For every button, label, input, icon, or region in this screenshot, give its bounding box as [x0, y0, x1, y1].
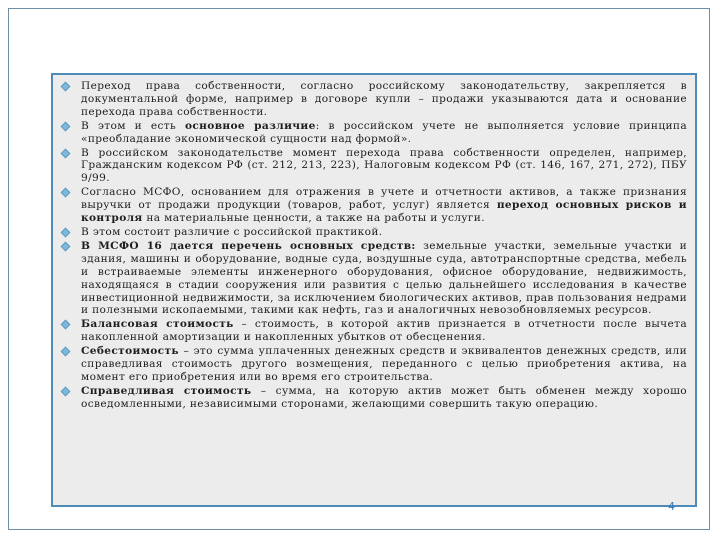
list-item: [59, 120, 687, 146]
diamond-bullet-icon: [61, 148, 71, 158]
bullet-text: Согласно МСФО, основанием для отражения в учете и отчетности активов, а также признания выручки от продажи продукции (товаров, работ, услуг) является: [81, 186, 687, 212]
list-item: [59, 318, 687, 344]
bullet-text: земельные участки, земельные участки и здания, машины и оборудование, водные суда, воздушные суда, автотранспортные средства, мебель и встраиваемые элементы инженерного оборудования, офисное оборудование, недвижимость, находящаяся в стадии сооружения или развития с целью дальнейшего исследования в качестве инвестиционной недвижимости, за исключением биологических активов, прав пользования недрами и полезными ископаемыми, такими как нефть, газ и аналогичных невозобновляемых ресурсов.: [81, 239, 687, 317]
diamond-bullet-icon: [61, 121, 71, 131]
list-item: [59, 186, 687, 225]
bold-term: Себестоимость: [81, 345, 179, 358]
bold-term: основное различие: [184, 119, 316, 132]
bold-term: В МСФО 16 дается перечень основных средств:: [81, 239, 416, 252]
bullet-text: : в российском учете не выполняется условие принципа «преобладание экономической сущности над формой».: [81, 119, 687, 145]
bullet-text: – стоимость, в которой актив признается в отчетности после вычета накопленной амортизации и накопленных убытков от обесценения.: [81, 318, 688, 344]
bullet-text: В российском законодательстве момент перехода права собственности определен, например, Гражданским кодексом РФ (ст. 212, 213, 223), Налоговым кодексом РФ (ст. 146, 167, 271, 272), ПБУ 9/99.: [81, 146, 687, 185]
diamond-bullet-icon: [61, 320, 71, 330]
page-number: 4: [668, 500, 675, 513]
diamond-bullet-icon: [61, 347, 71, 357]
diamond-bullet-icon: [61, 188, 71, 198]
bullet-text: – сумма, на которую актив может быть обменен между хорошо осведомленными, независимыми сторонами, желающими совершить такую операцию.: [81, 384, 687, 410]
list-item: [59, 385, 687, 411]
bold-term: переход основных рисков и контроля: [81, 199, 687, 225]
list-item: [59, 345, 687, 384]
bullet-text: Переход права собственности, согласно российскому законодательству, закрепляется в документальной форме, например в договоре купли – продажи указываются дата и основание перехода права собственности.: [81, 80, 687, 118]
list-item: [59, 240, 687, 317]
bold-term: Балансовая стоимость: [81, 318, 234, 331]
content-box: [51, 73, 697, 507]
diamond-bullet-icon: [61, 241, 71, 251]
slide-frame: [8, 8, 710, 530]
bullet-text: на материальные ценности, а также на работы и услуги.: [142, 212, 485, 225]
list-item: [59, 147, 687, 186]
list-item: [59, 226, 687, 239]
bullet-text: В этом и есть: [81, 119, 185, 132]
bold-term: Справедливая стоимость: [81, 384, 252, 397]
diamond-bullet-icon: [61, 228, 71, 238]
bullet-text: В этом состоит различие с российской практикой.: [81, 225, 383, 238]
bullet-list: [59, 80, 687, 411]
list-item: [59, 80, 687, 119]
bullet-text: – это сумма уплаченных денежных средств и эквивалентов денежных средств, или справедливая стоимость другого возмещения, переданного с целью приобретения актива, на момент его приобретения или во время его строительства.: [81, 345, 687, 383]
diamond-bullet-icon: [61, 386, 71, 396]
diamond-bullet-icon: [61, 82, 71, 92]
